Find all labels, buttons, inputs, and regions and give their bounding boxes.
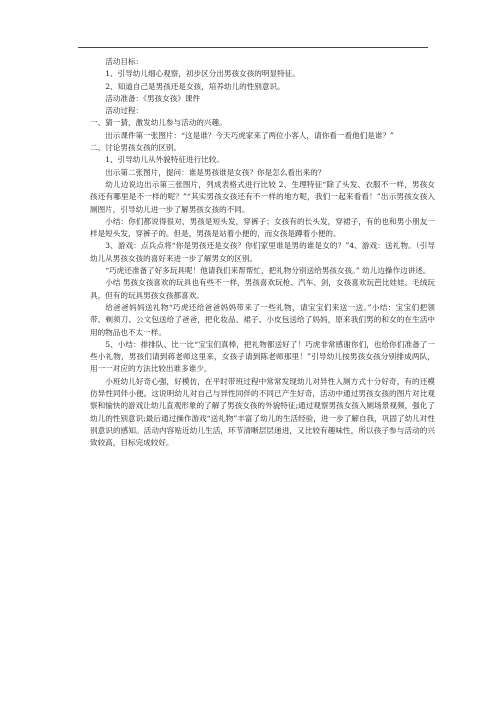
paragraph: 2、知道自己是男孩还是女孩，培养幼儿的性别意识。: [105, 81, 285, 91]
paragraph: 出示课件第一张图片：“这是谁？今天巧虎家来了两位小客人，请你看一看他们是谁？”: [105, 130, 394, 140]
paragraph: 1、引导幼儿细心观察，初步区分出男孩女孩的明显特征。: [105, 69, 300, 79]
paragraph: 小结：你们都说得很对，男孩是短头发，穿裤子；女孩有的长头发，穿裙子，有的也和男小朋友一样是短头发，穿裤子的。但是，男孩是站着小便的，而女孩是蹲着小便的。: [90, 216, 435, 239]
paragraph: 出示第二张图片，提问：谁是男孩谁是女孩？你是怎么看出来的？: [105, 167, 326, 177]
paragraph: 1、引导幼儿从外貌特征进行比较。: [105, 155, 224, 165]
paragraph: 小结 男孩女孩喜欢的玩具也有些不一样，男孩喜欢玩枪、汽车、剑，女孩喜欢玩芭比娃娃、毛绒玩具，但有的玩具男孩女孩都喜欢。: [90, 278, 435, 300]
paragraph: 给爸爸妈妈送礼物“巧虎还给爸爸妈妈带来了一些礼物，请宝宝们来送一送。”小结：宝宝们把领带、剃须刀、公文包送给了爸爸，把化妆品、裙子、小皮包送给了妈妈，原来我们男的和女的在生活中用的物品也不太一样。: [90, 302, 435, 337]
reflection-paragraph: 小班幼儿好奇心强，好模仿，在平时带班过程中常常发现幼儿对异性入厕方式十分好奇，有的还模仿异性同伴小便。这说明幼儿对自己与异性同伴的不同已产生好奇，活动中通过男孩女孩的图片对比观察和愉快的游戏让幼儿直观形象的了解了男孩女孩的外貌特征;通过观察男孩女孩入厕场景视频，强化了幼儿的性别意识;最后通过操作游戏“送礼物”丰富了幼儿的生活经验，进一步了解自我，巩固了幼儿对性别意识的感知。活动内容贴近幼儿生活，环节清晰层层递进，又比较有趣味性，所以孩子参与活动的兴致较高，目标完成较好。: [90, 376, 435, 448]
paragraph: 3、游戏：点兵点将“你是男孩还是女孩？你们家里谁是男的谁是女的？”4、游戏：送礼物。（引导幼儿从男孩女孩的喜好来进一步了解男女的区别。: [90, 241, 435, 263]
header-rule: [78, 47, 428, 48]
paragraph: 5、小结：排排队、比一比“宝宝们真棒，把礼物都送好了！巧虎非常感谢你们，也给你们准备了一些小礼物，男孩们请到蒋老师这里来，女孩子请到陈老师那里！”引导幼儿按男孩女孩分别排成两队，用一一对应的方法比较出谁多谁少。: [90, 339, 435, 374]
document-body: [90, 56, 435, 450]
section-heading-process: 活动过程：: [105, 106, 144, 116]
step-heading: 一、猜一猜，激发幼儿参与活动的兴趣。: [90, 118, 227, 128]
section-heading-preparation: 活动准备：《男孩女孩》课件: [105, 93, 201, 103]
paragraph: 幼儿边说边出示第三张图片，列成表格式进行比较 2、生理特征“除了头发、衣服不一样，男孩女孩还有哪里是不一样的呢？”“其实男孩女孩还有不一样的地方呢，我们一起来看看！”出示男孩女孩入厕图片，引导幼儿进一步了解男孩女孩的不同。: [90, 179, 435, 214]
section-heading-goals: 活动目标：: [105, 57, 144, 66]
step-heading: 二、讨论男孩女孩的区别。: [90, 143, 182, 153]
paragraph: “巧虎还准备了好多玩具呢！他请我们来帮帮忙，把礼物分别送给男孩女孩。” 幼儿边操作边讲述。: [105, 266, 431, 276]
